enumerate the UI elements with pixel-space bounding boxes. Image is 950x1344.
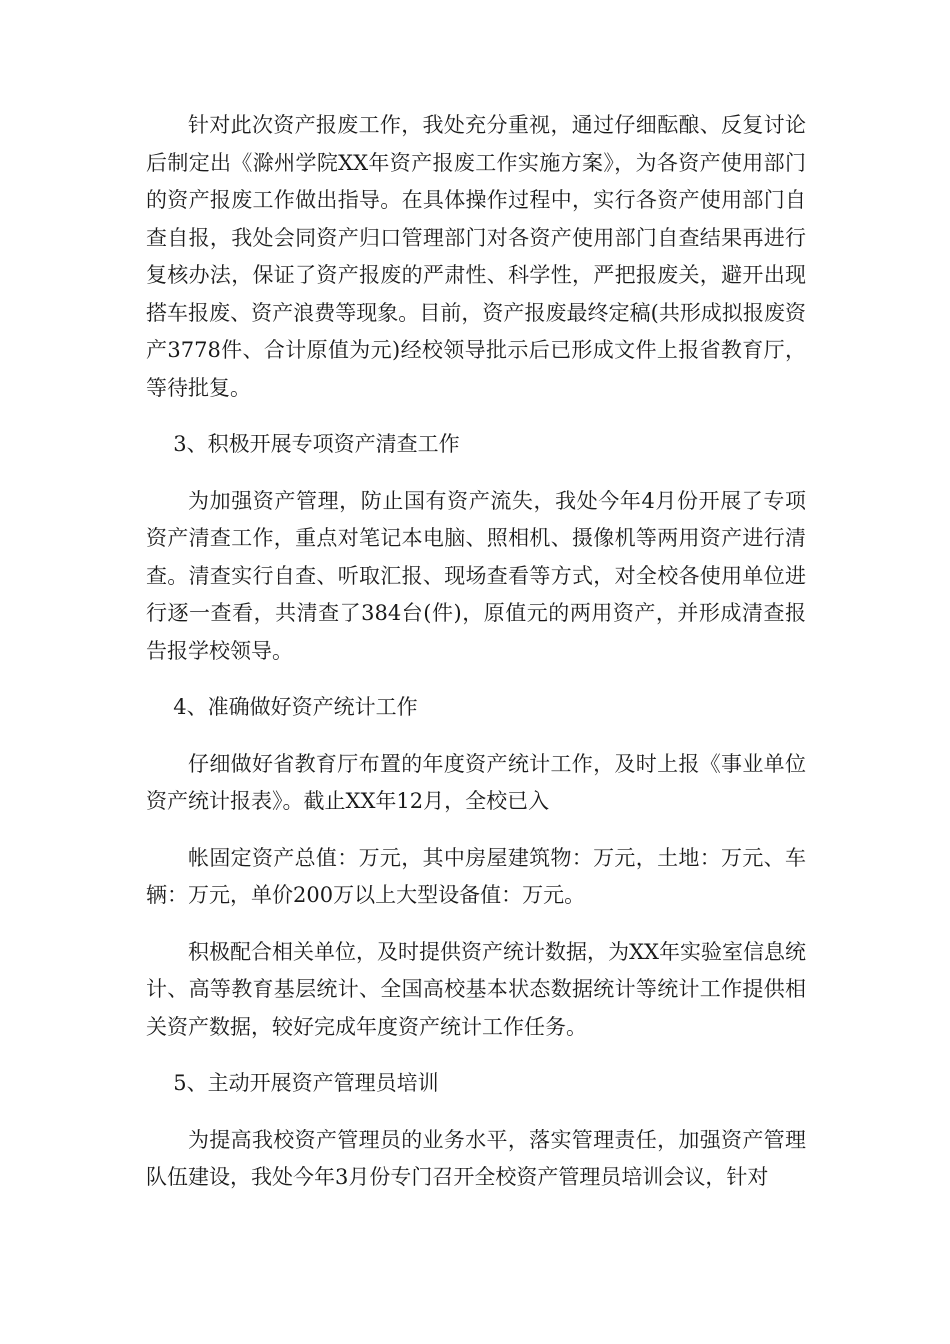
heading-asset-statistics: 4、准确做好资产统计工作: [173, 695, 418, 719]
paragraph-special-inventory: 为加强资产管理，防止国有资产流失，我处今年4月份开展了专项资产清查工作，重点对笔记本电脑、照相机、摄像机等两用资产进行清查。清查实行自查、听取汇报、现场查看等方式，对全校各使用单位进行逐一查看，共清查了384台(件)，原值元的两用资产，并形成清查报告报学校领导。: [146, 488, 806, 663]
heading-special-inventory: 3、积极开展专项资产清查工作: [173, 432, 460, 456]
document-body: [146, 107, 806, 1216]
paragraph-fixed-asset-totals: 帐固定资产总值：万元，其中房屋建筑物：万元，土地：万元、车辆：万元，单价200万以上大型设备值：万元。: [146, 845, 806, 907]
paragraph-statistics-cooperation: 积极配合相关单位，及时提供资产统计数据，为XX年实验室信息统计、高等教育基层统计、全国高校基本状态数据统计等统计工作提供相关资产数据，较好完成年度资产统计工作任务。: [146, 939, 806, 1039]
paragraph-asset-statistics: 仔细做好省教育厅布置的年度资产统计工作，及时上报《事业单位资产统计报表》。截止XX年12月，全校已入: [146, 751, 806, 813]
paragraph-manager-training: 为提高我校资产管理员的业务水平，落实管理责任，加强资产管理队伍建设，我处今年3月份专门召开全校资产管理员培训会议，针对: [146, 1127, 806, 1189]
paragraph-asset-disposal: 针对此次资产报废工作，我处充分重视，通过仔细酝酿、反复讨论后制定出《滁州学院XX年资产报废工作实施方案》，为各资产使用部门的资产报废工作做出指导。在具体操作过程中，实行各资产使用部门自查自报，我处会同资产归口管理部门对各资产使用部门自查结果再进行复核办法，保证了资产报废的严肃性、科学性，严把报废关，避开出现搭车报废、资产浪费等现象。目前，资产报废最终定稿(共形成拟报废资产3778件、合计原值为元)经校领导批示后已形成文件上报省教育厅，等待批复。: [146, 113, 806, 400]
heading-manager-training: 5、主动开展资产管理员培训: [173, 1071, 439, 1095]
